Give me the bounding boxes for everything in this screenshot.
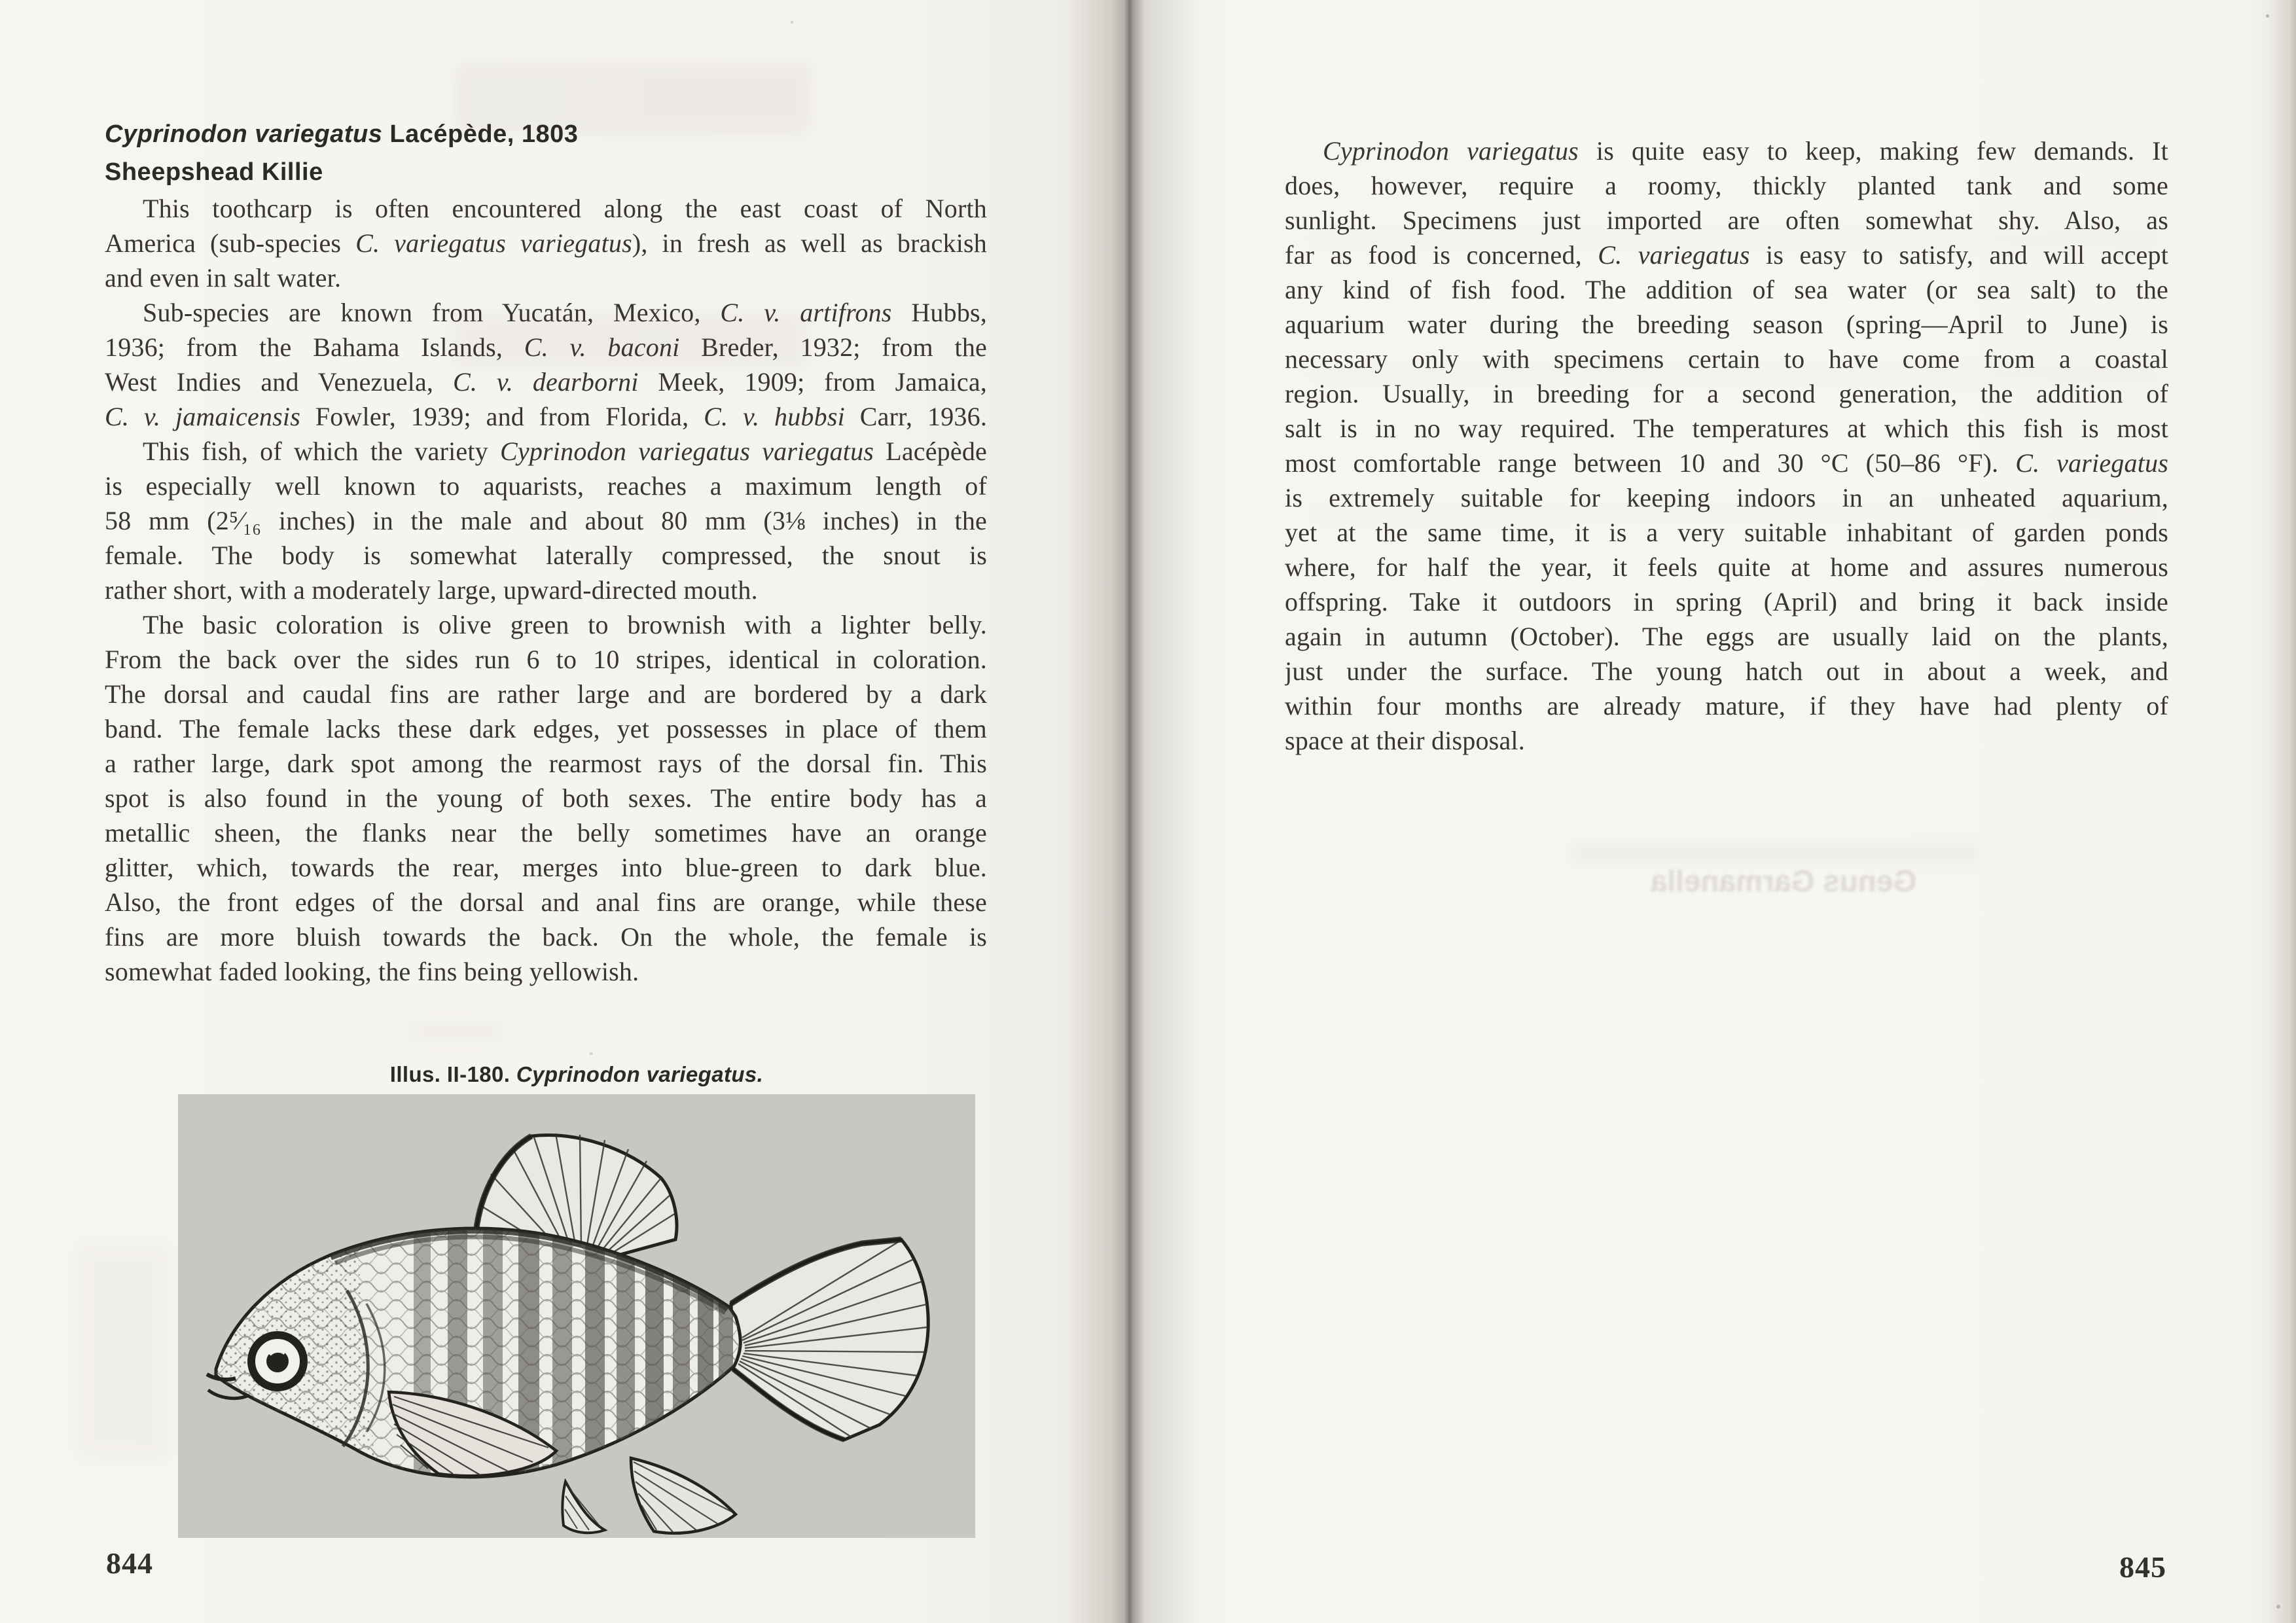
text-line	[1285, 723, 2168, 758]
text-segment: This fish, of which the variety	[143, 437, 500, 466]
text-segment: where, for half the year, it feels quite at home and assures numerous	[1285, 552, 2168, 582]
text-segment: America (sub-species	[105, 228, 356, 258]
text-segment: region. Usually, in breeding for a second generation, the addition of	[1285, 379, 2168, 408]
left-text-column	[105, 115, 987, 989]
text-segment: C. variegatus variegatus	[355, 228, 632, 258]
text-segment: Also, the front edges of the dorsal and anal fins are orange, while these	[105, 887, 987, 917]
text-line	[1285, 446, 2168, 480]
text-line	[105, 850, 987, 885]
text-line	[1285, 619, 2168, 654]
text-line	[105, 434, 987, 469]
text-line	[1285, 515, 2168, 550]
text-line	[105, 677, 987, 711]
bleedthrough-smudge	[406, 1020, 504, 1043]
text-segment: 58 mm (2⁵⁄₁₆ inches) in the male and about 80 mm (3⅛ inches) in the	[105, 506, 987, 535]
text-line	[1285, 342, 2168, 376]
text-segment: is extremely suitable for keeping indoors in an unheated aquarium,	[1285, 483, 2168, 512]
text-segment: Meek, 1909; from Jamaica,	[638, 367, 987, 397]
text-line	[105, 226, 987, 260]
page-number-left: 844	[106, 1546, 153, 1580]
text-segment: is easy to satisfy, and will accept	[1749, 240, 2168, 270]
text-segment: Sub-species are known from Yucatán, Mexico,	[143, 298, 721, 327]
illustration-box	[178, 1094, 975, 1538]
text-segment: C. v. jamaicensis	[105, 402, 300, 431]
text-segment: Illus. II-180.	[389, 1062, 516, 1086]
text-line	[105, 885, 987, 919]
text-segment: metallic sheen, the flanks near the belly sometimes have an orange	[105, 818, 987, 847]
text-segment: Breder, 1932; from the	[679, 332, 987, 362]
fish-illustration	[178, 1094, 975, 1538]
text-segment: just under the surface. The young hatch out in about a week, and	[1285, 656, 2168, 686]
text-line	[105, 538, 987, 573]
text-segment: C. variegatus	[1598, 240, 1750, 270]
text-line	[1285, 168, 2168, 203]
left-page	[0, 0, 1124, 1623]
text-segment: Cyprinodon variegatus	[105, 120, 383, 148]
text-line	[1285, 376, 2168, 411]
text-segment: rather short, with a moderately large, upward-directed mouth.	[105, 575, 758, 605]
text-segment: offspring. Take it outdoors in spring (April) and bring it back inside	[1285, 587, 2168, 616]
text-segment: is especially well known to aquarists, reaches a maximum length of	[105, 471, 987, 501]
text-segment: band. The female lacks these dark edges, yet possesses in place of them	[105, 714, 987, 743]
text-segment: within four months are already mature, if they have had plenty of	[1285, 691, 2168, 721]
body-paragraph	[105, 607, 987, 989]
text-segment: C. v. hubbsi	[704, 402, 845, 431]
text-segment: C. variegatus	[2015, 448, 2168, 478]
text-line	[105, 469, 987, 503]
text-line	[1285, 134, 2168, 168]
text-segment: aquarium water during the breeding season (spring—April to June) is	[1285, 310, 2168, 339]
text-segment: ), in fresh as well as brackish	[632, 228, 987, 258]
text-segment: From the back over the sides run 6 to 10 stripes, identical in coloration.	[105, 645, 987, 674]
text-line	[105, 260, 987, 295]
text-segment: is quite easy to keep, making few demands. It	[1578, 136, 2168, 166]
text-segment: salt is in no way required. The temperatures at which this fish is most	[1285, 414, 2168, 443]
text-segment: Hubbs,	[891, 298, 987, 327]
common-name-heading	[105, 153, 987, 191]
text-line	[105, 503, 987, 538]
text-segment: does, however, require a roomy, thickly planted tank and some	[1285, 171, 2168, 200]
text-segment: Fowler, 1939; and from Florida,	[300, 402, 704, 431]
text-line	[1285, 584, 2168, 619]
text-segment: somewhat faded looking, the fins being yellowish.	[105, 957, 639, 986]
bleedthrough-smudge	[1568, 843, 1980, 864]
text-segment: far as food is concerned,	[1285, 240, 1598, 270]
fish-eye	[251, 1335, 304, 1387]
text-segment: Lacépède	[874, 437, 987, 466]
text-line	[105, 573, 987, 607]
text-segment: C. v. dearborni	[452, 367, 639, 397]
text-segment: again in autumn (October). The eggs are usually laid on the plants,	[1285, 622, 2168, 651]
text-line	[105, 365, 987, 399]
text-line	[1285, 307, 2168, 342]
text-segment: Cyprinodon variegatus.	[516, 1062, 764, 1086]
body-paragraph	[105, 434, 987, 607]
text-line	[105, 954, 987, 989]
text-segment: space at their disposal.	[1285, 726, 1525, 755]
text-line	[105, 746, 987, 781]
text-segment: Cyprinodon variegatus	[1323, 136, 1579, 166]
text-segment: The dorsal and caudal fins are rather large and are bordered by a dark	[105, 679, 987, 709]
text-line	[105, 642, 987, 677]
text-line	[105, 919, 987, 954]
text-segment: West Indies and Venezuela,	[105, 367, 453, 397]
body-paragraph	[105, 295, 987, 434]
bleedthrough-smudge	[77, 1243, 169, 1459]
text-segment: sunlight. Specimens just imported are often somewhat shy. Also, as	[1285, 205, 2168, 235]
text-line	[105, 711, 987, 746]
text-segment: any kind of fish food. The addition of sea water (or sea salt) to the	[1285, 275, 2168, 304]
text-segment: a rather large, dark spot among the rearmost rays of the dorsal fin. This	[105, 749, 987, 778]
text-line	[1285, 238, 2168, 272]
text-line	[105, 781, 987, 815]
text-segment: fins are more bluish towards the back. On the whole, the female is	[105, 922, 987, 952]
text-segment: This toothcarp is often encountered along the east coast of North	[143, 194, 987, 223]
text-segment: yet at the same time, it is a very suitable inhabitant of garden ponds	[1285, 518, 2168, 547]
text-line	[105, 607, 987, 642]
text-line	[105, 399, 987, 434]
page-number-right: 845	[2119, 1550, 2166, 1584]
text-segment: spot is also found in the young of both sexes. The entire body has a	[105, 783, 987, 813]
text-line	[105, 330, 987, 365]
text-line	[1285, 272, 2168, 307]
text-segment: glitter, which, towards the rear, merges into blue-green to dark blue.	[105, 853, 987, 882]
text-line	[1285, 480, 2168, 515]
text-line	[1285, 411, 2168, 446]
right-text-column	[1285, 134, 2168, 758]
text-line	[105, 295, 987, 330]
text-segment: Cyprinodon variegatus variegatus	[500, 437, 874, 466]
text-segment: Carr, 1936.	[844, 402, 987, 431]
text-segment: C. v. artifrons	[720, 298, 892, 327]
text-line	[1285, 654, 2168, 688]
text-segment: and even in salt water.	[105, 263, 342, 293]
text-segment: necessary only with specimens certain to have come from a coastal	[1285, 344, 2168, 374]
illustration-caption	[178, 1061, 975, 1090]
text-line	[105, 815, 987, 850]
text-line	[1285, 203, 2168, 238]
text-segment: The basic coloration is olive green to brownish with a lighter belly.	[143, 610, 987, 639]
text-segment: Lacépède, 1803	[382, 120, 579, 148]
text-line	[1285, 550, 2168, 584]
body-paragraph	[1285, 134, 2168, 758]
text-segment: 1936; from the Bahama Islands,	[105, 332, 524, 362]
text-segment: female. The body is somewhat laterally compressed, the snout is	[105, 541, 987, 570]
text-line	[1285, 688, 2168, 723]
text-segment: most comfortable range between 10 and 30 °C (50–86 °F).	[1285, 448, 2016, 478]
bleedthrough-text: Genus Garmanella	[1650, 864, 1917, 898]
text-segment: C. v. baconi	[524, 332, 680, 362]
text-line	[105, 191, 987, 226]
text-segment: Sheepshead Killie	[105, 158, 323, 186]
body-paragraph	[105, 191, 987, 295]
species-heading	[105, 115, 987, 153]
